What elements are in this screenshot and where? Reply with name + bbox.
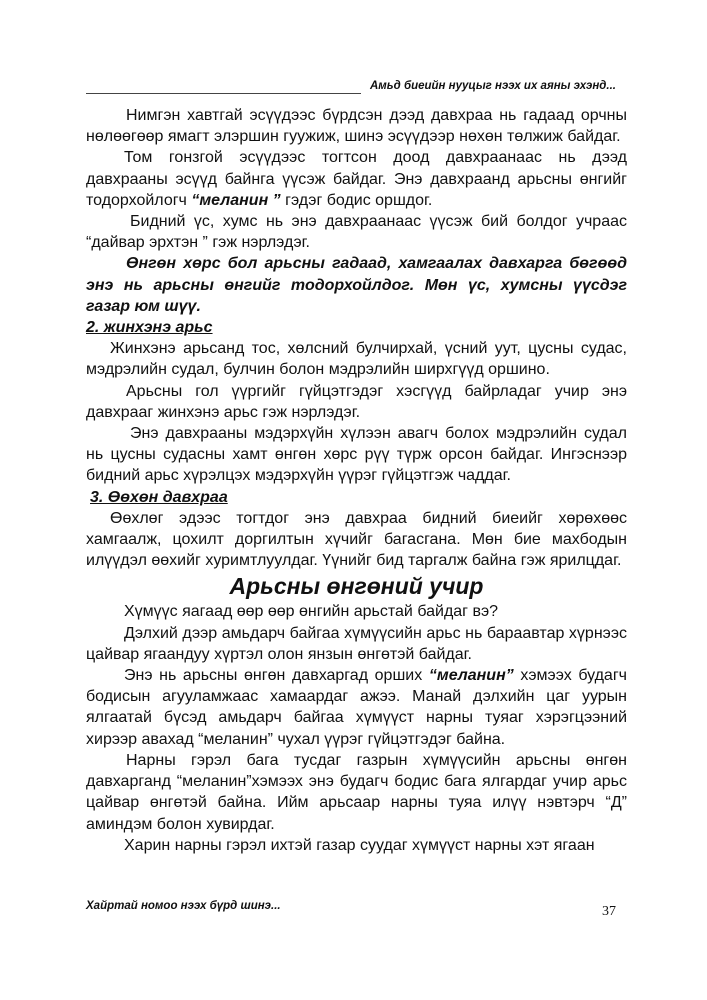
paragraph: Арьсны гол үүргийг гүйцэтгэдэг хэсгүүд байрладаг учир энэ давхрааг жинхэнэ арьс гэж нэрлэдэг. xyxy=(86,382,627,421)
paragraph: Харин нарны гэрэл ихтэй газар суудаг хүмүүст нарны хэт ягаан xyxy=(124,836,595,854)
paragraph: Хүмүүс яагаад өөр өөр өнгийн арьстай байдаг вэ? xyxy=(124,603,499,621)
paragraph: Өөхлөг эдээс тогтдог энэ давхраа бидний биеийг хөрөхөөс хамгаалж, цохилт доргилтын хүчийг багасгана. Мөн бие махбодын илүүдэл өөхийг хуримтлуулдаг. Үүнийг бид таргалж байна гэж ярилцдаг. xyxy=(86,509,627,570)
paragraph: Нарны гэрэл бага тусдаг газрын хүмүүсийн арьсны өнгөн давхарганд “меланин”хэмээх энэ будагч бодис бага ялгардаг учир арьс цайвар өнгөтэй байна. Ийм арьсаар нарны туяа илүү нэвтэрч “Д” аминдэм болон хувирдаг. xyxy=(86,751,627,833)
page-number: 37 xyxy=(602,904,616,919)
subheading-fat-layer: 3. Өөхөн давхраа xyxy=(90,488,228,506)
paragraph: Энэ давхрааны мэдэрхүйн хүлээн авагч болох мэдрэлийн судал нь цусны судасны хамт өнгөн хөрс рүү түрж орсон байдаг. Ингэснээр бидний арьс хүрэлцэх мэдэрхүйн үүрэг гүйцэтгэж чаддаг. xyxy=(86,425,627,485)
paragraph xyxy=(86,147,627,211)
paragraph-text: хэмээх будагч бодисын агууламжаас хамаардаг ажээ. Манай дэлхийн цаг уурын ялгаатай бүсэд амьдарч байгаа хүмүүст нарны туяаг хэрэгцээний хирээр авахад “меланин” чухал үүрэг гүйцэтгэдэг байна. xyxy=(86,667,628,748)
footer-tagline: Хайртай номоо нээх бүрд шинэ... xyxy=(86,900,281,912)
term-melanin: “меланин” xyxy=(428,667,514,685)
page-body xyxy=(86,105,627,856)
subheading-dermis: 2. жинхэнэ арьс xyxy=(86,319,213,337)
paragraph: Жинхэнэ арьсанд тос, хөлсний булчирхай, үсний уут, цусны судас, мэдрэлийн судал, булчин болон мэдрэлийн ширхгүүд оршино. xyxy=(86,340,627,379)
paragraph: Нимгэн хавтгай эсүүдээс бүрдсэн дээд давхраа нь гадаад орчны нөлөөгөөр ямагт элэршин гуужиж, шинэ эсүүдээр нөхөн төлжиж байдаг. xyxy=(86,107,627,146)
paragraph-text: Энэ нь арьсны өнгөн давхаргад орших xyxy=(124,667,429,685)
header-rule xyxy=(86,93,361,94)
paragraph: Бидний үс, хумс нь энэ давхраанаас үүсэж бий болдог учраас “дайвар эрхтэн ” гэж нэрлэдэг. xyxy=(86,213,627,252)
paragraph-text: Том гонзгой эсүүдээс тогтсон доод давхраанаас нь дээд давхрааны эсүүд байнга үүсэж байдаг. Энэ давхраанд арьсны өнгийг тодорхойлогч xyxy=(86,149,627,209)
paragraph-text: гэдэг бодис оршдог. xyxy=(280,191,433,209)
paragraph xyxy=(86,665,627,750)
running-header: Амьд биеийн нууцыг нээх их аяны эхэнд... xyxy=(370,80,616,92)
section-title: Арьсны өнгөний учир xyxy=(229,573,484,600)
paragraph: Дэлхий дээр амьдарч байгаа хүмүүсийн арьс нь бараавтар хүрнээс цайвар ягаандуу хүртэл олон янзын өнгөтэй байдаг. xyxy=(86,624,627,663)
term-melanin: “меланин ” xyxy=(191,191,281,209)
emphasis-paragraph: Өнгөн хөрс бол арьсны гадаад, хамгаалах давхарга бөгөөд энэ нь арьсны өнгийг тодорхойлдог. Мөн үс, хумсны үүсдэг газар юм шүү. xyxy=(86,255,627,315)
